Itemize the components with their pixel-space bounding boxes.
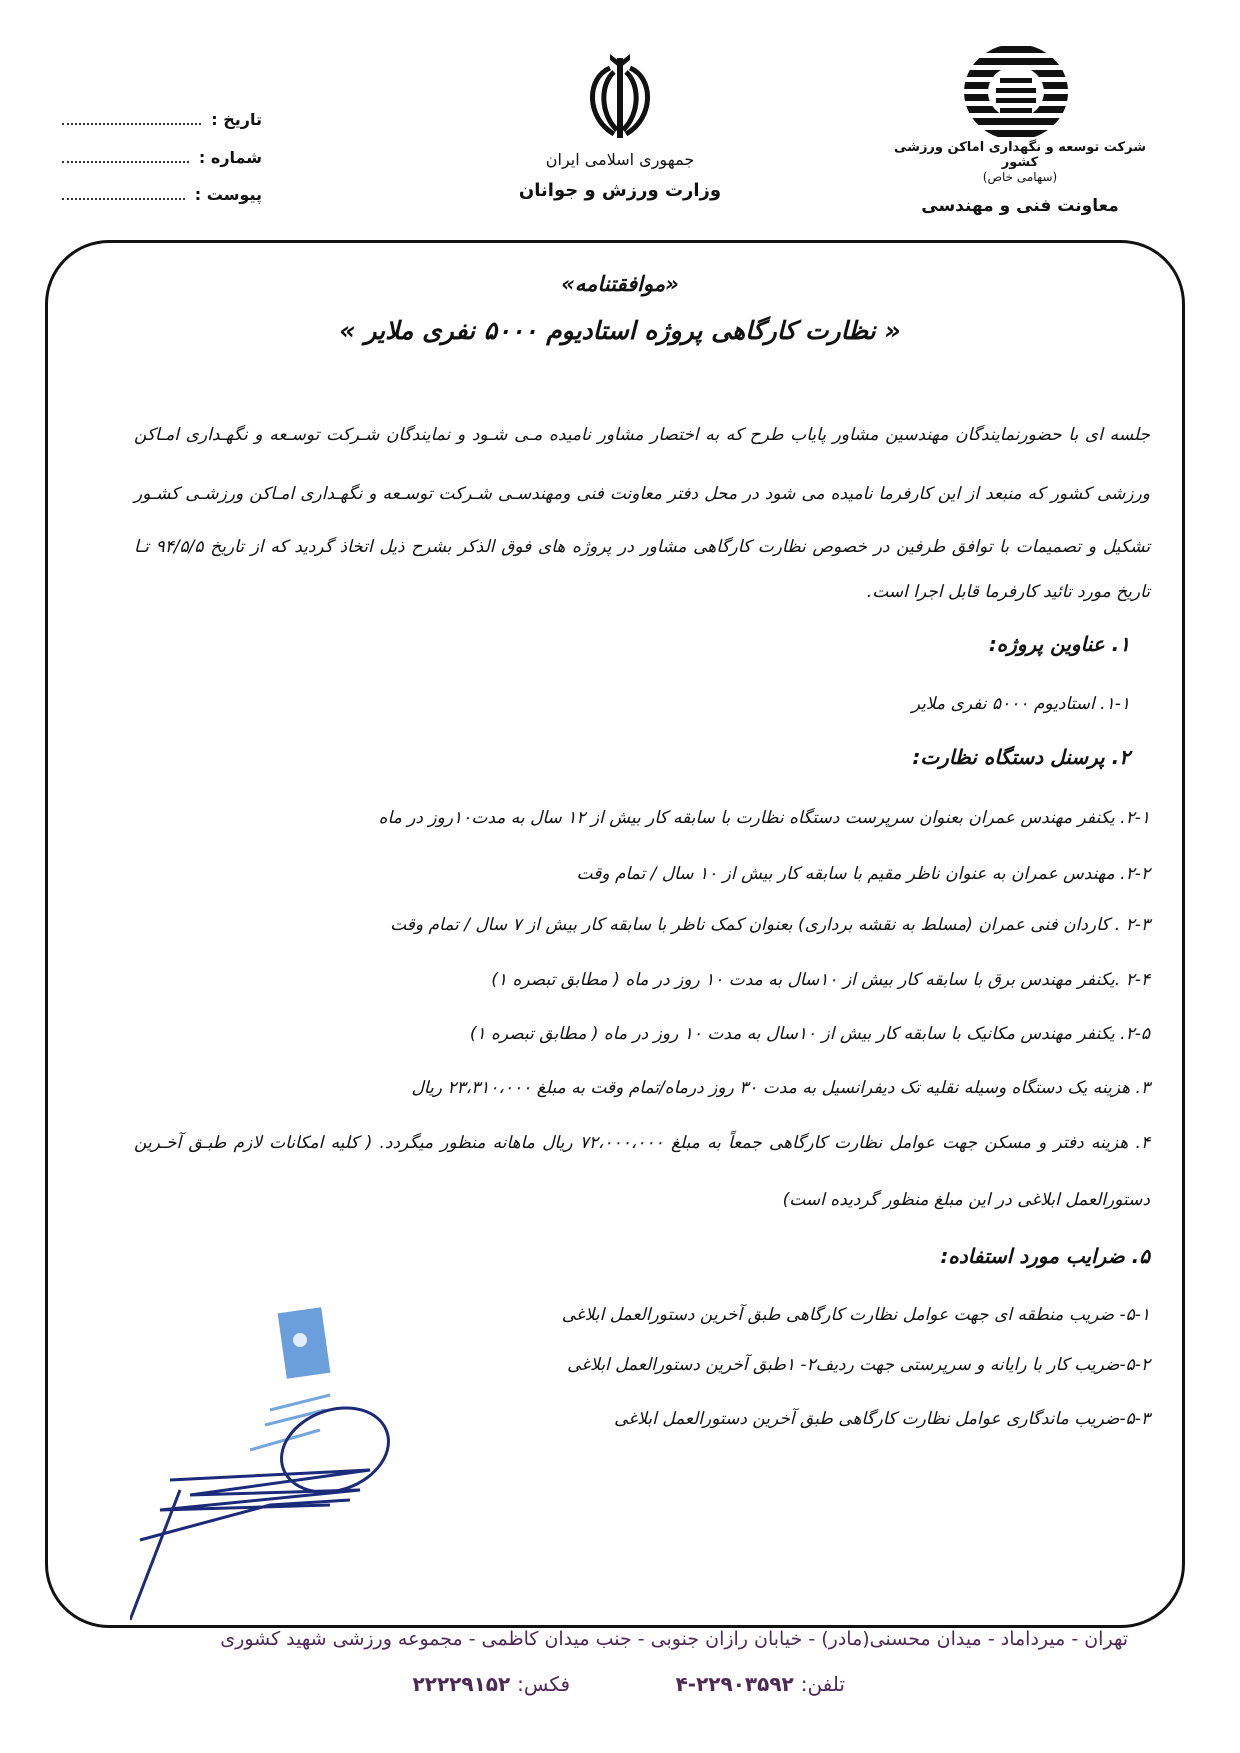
section-5-item: ۵-۳-ضریب ماندگاری عوامل نظارت کارگاهی طبق آخرین دستورالعمل ابلاغی: [614, 1409, 1150, 1429]
footer-fax: [413, 1672, 570, 1696]
intro-line: ورزشی کشور که منبعد از این کارفرما نامیده می شود در محل دفتر معاونت فنی ومهندسـی شـرکت توسـعه و نگهـداری امـاکن ورزشـی کشـور: [134, 484, 1150, 504]
number-label: شماره :: [198, 148, 262, 167]
attachment-label: پیوست :: [194, 185, 262, 204]
company-name: شرکت توسعه و نگهداری اماکن ورزشی کشور: [894, 140, 1146, 170]
fax-label: فکس:: [517, 1672, 570, 1696]
footer-address: تهران - میرداماد - میدان محسنی(مادر) - خیابان رازان جنوبی - جنب میدان کاظمی - مجموعه ورزشی شهید کشوری: [220, 1628, 1128, 1650]
section-4-line: دستورالعمل ابلاغی در این مبلغ منظور گردیده است): [782, 1190, 1150, 1210]
date-dots: [62, 113, 201, 125]
section-2-item: ۲-۲. مهندس عمران به عنوان ناظر مقیم با سابقه کار بیش از ۱۰ سال / تمام وقت: [576, 864, 1150, 884]
ministry-name: وزارت ورزش و جوانان: [518, 180, 722, 201]
company-type: (سهامی خاص): [982, 170, 1058, 184]
date-label: تاریخ :: [211, 110, 262, 129]
footer-phone: [676, 1672, 845, 1696]
date-field: [62, 110, 262, 129]
section-1-item: ۱-۱. استادیوم ۵۰۰۰ نفری ملایر: [911, 694, 1130, 714]
attachment-dots: [62, 188, 185, 200]
phone-label: تلفن:: [800, 1672, 845, 1696]
company-logo-icon: [962, 42, 1070, 142]
section-1-heading: ۱. عناوین پروژه:: [988, 632, 1130, 656]
intro-line: تشکیل و تصمیمات با توافق طرفین در خصوص نظارت کارگاهی مشاور در پروژه های فوق الذکر بشرح ذیل اتخاذ گردید که از تاریخ ۹۴/۵/۵ تـا: [134, 537, 1150, 557]
department-name: معاونت فنی و مهندسی: [921, 196, 1119, 216]
document-subtitle: « نظارت کارگاهی پروژه استادیوم ۵۰۰۰ نفری ملایر »: [339, 316, 901, 345]
section-2-item: ۲-۵. یکنفر مهندس مکانیک با سابقه کار بیش از ۱۰سال به مدت ۱۰ روز در ماه ( مطابق تبصره ۱): [469, 1024, 1150, 1044]
section-2-heading: ۲. پرسنل دستگاه نظارت:: [912, 745, 1130, 769]
section-5-heading: ۵. ضرایب مورد استفاده:: [940, 1244, 1150, 1268]
section-2-item: ۲-۳ . کاردان فنی عمران (مسلط به نقشه برداری) بعنوان کمک ناظر با سابقه کار بیش از ۷ سال / تمام وقت: [390, 915, 1150, 935]
stamp-and-signature-icon: [130, 1300, 450, 1630]
section-3-text: ۳. هزینه یک دستگاه وسیله نقلیه تک دیفرانسیل به مدت ۳۰ روز درماه/تمام وقت به مبلغ ۲۳،۳۱۰،۰۰۰ ریال: [411, 1078, 1150, 1098]
fax-number: ۲۲۲۲۹۱۵۲: [412, 1672, 511, 1696]
section-2-item: ۲-۴ .یکنفر مهندس برق با سابقه کار بیش از ۱۰سال به مدت ۱۰ روز در ماه ( مطابق تبصره ۱): [491, 970, 1150, 990]
section-5-item: ۵-۲-ضریب کار با رایانه و سرپرستی جهت ردیف۲- ۱طبق آخرین دستورالعمل ابلاغی: [567, 1355, 1150, 1375]
intro-line: تاریخ مورد تائید کارفرما قابل اجرا است.: [866, 582, 1150, 602]
country-name: جمهوری اسلامی ایران: [545, 150, 695, 169]
section-5-item: ۵-۱- ضریب منطقه ای جهت عوامل نظارت کارگاهی طبق آخرین دستورالعمل ابلاغی: [561, 1305, 1150, 1325]
section-4-line: ۴. هزینه دفتر و مسکن جهت عوامل نظارت کارگاهی جمعاً به مبلغ ۷۲،۰۰۰،۰۰۰ ریال ماهانه منظور میگردد. ( کلیه امکانات لازم طبـق آخـرین: [134, 1133, 1150, 1153]
phone-number: ۲۲۹۰۳۵۹۲-۴: [675, 1672, 794, 1696]
document-title: «موافقتنامه»: [561, 272, 679, 296]
number-field: [62, 148, 262, 167]
iran-emblem-icon: [580, 48, 660, 144]
number-dots: [62, 151, 189, 163]
intro-line: جلسه ای با حضورنمایندگان مهندسین مشاور پایاب طرح که به اختصار مشاور نامیده مـی شـود و نمایندگان شـرکت توسـعه و نگهـداری امـاکن: [134, 425, 1150, 445]
section-2-item: ۲-۱. یکنفر مهندس عمران بعنوان سرپرست دستگاه نظارت با سابقه کار بیش از ۱۲ سال به مدت۱۰روز در ماه: [378, 808, 1150, 828]
attachment-field: [62, 185, 262, 204]
